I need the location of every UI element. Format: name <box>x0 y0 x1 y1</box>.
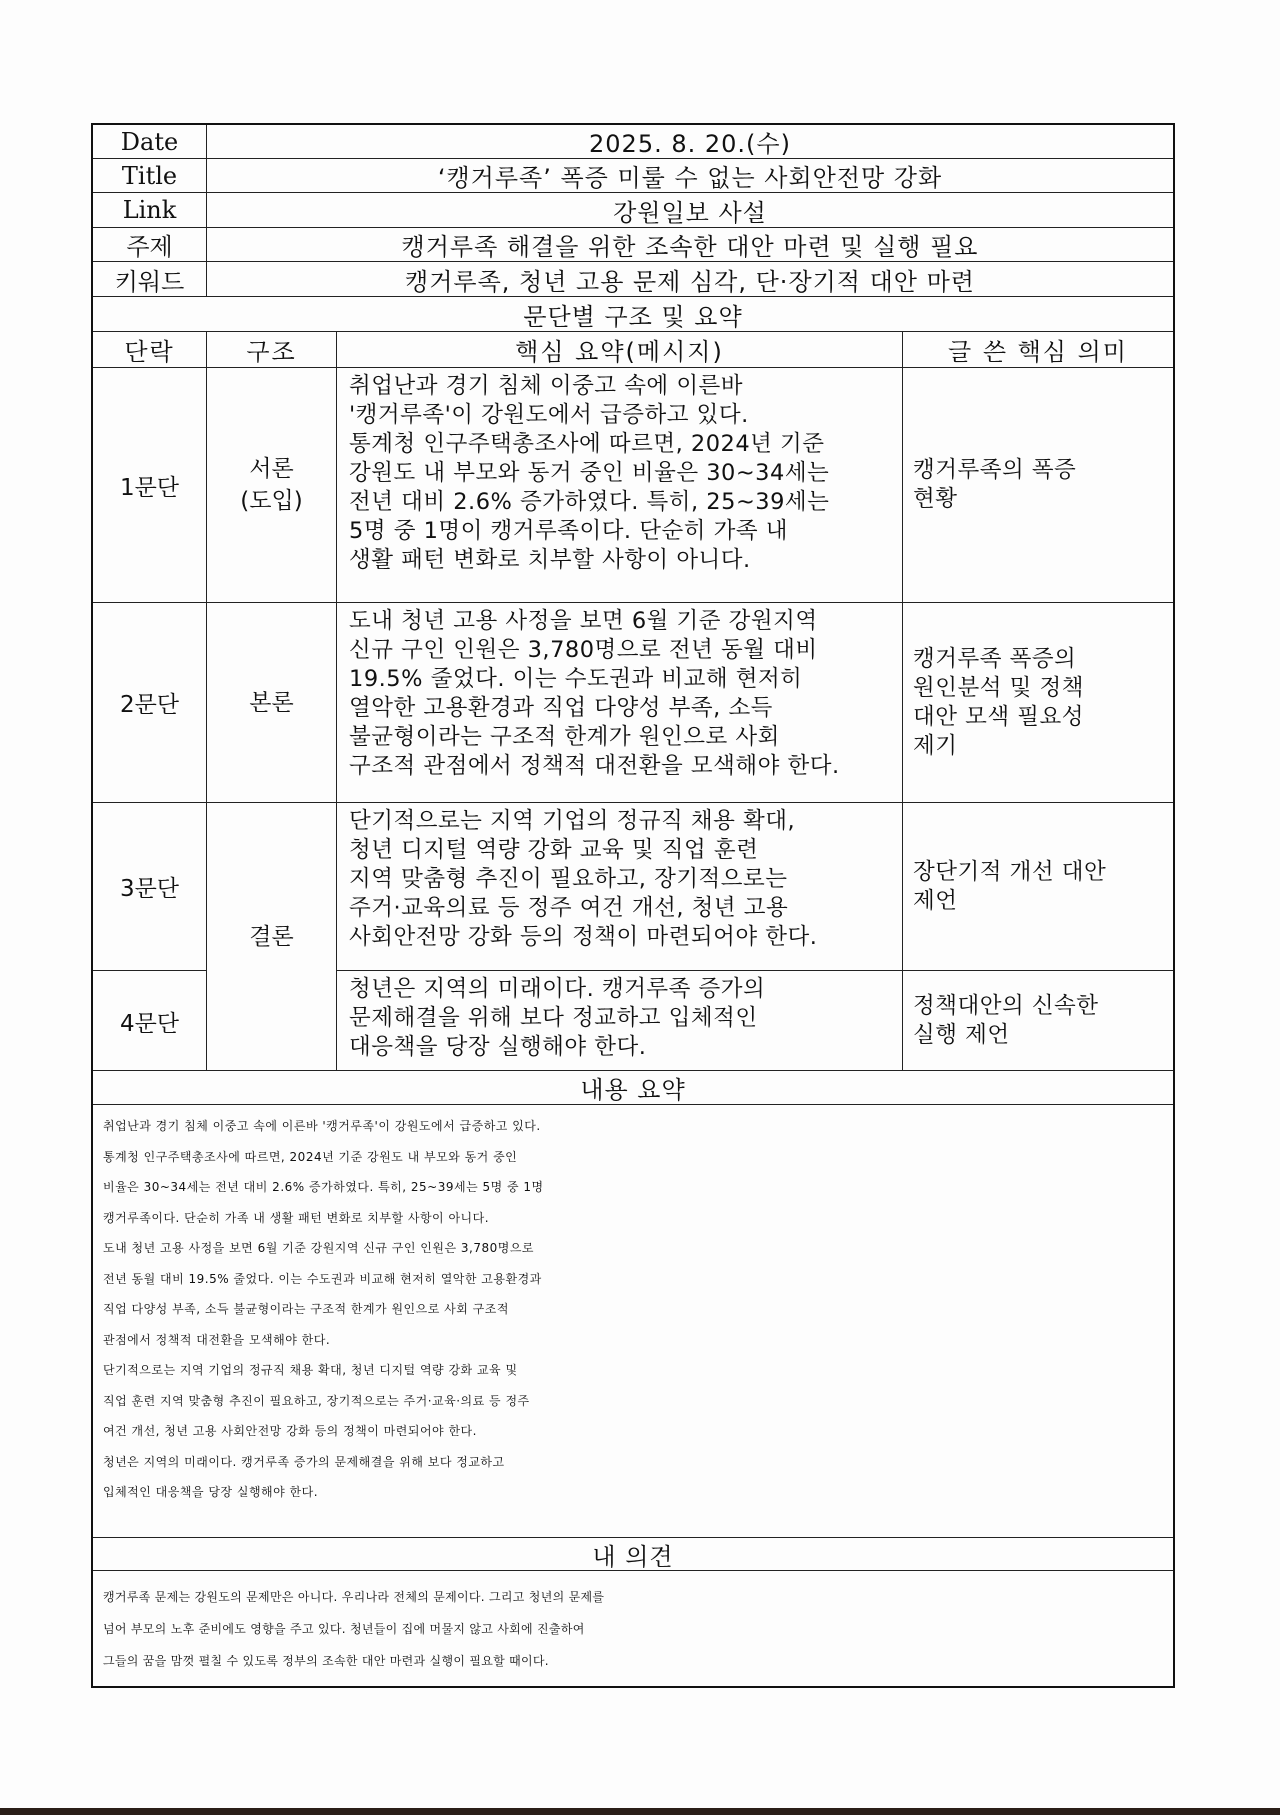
topic-value: 캥거루족 해결을 위한 조속한 대안 마련 및 실행 필요 <box>401 233 979 261</box>
content-summary-line: 여건 개선, 청년 고용 사회안전망 강화 등의 정책이 마련되어야 한다. <box>103 1424 477 1438</box>
table-row <box>93 803 1173 971</box>
content-summary-line: 도내 청년 고용 사정을 보면 6월 기준 강원지역 신규 구인 인원은 3,780명으로 <box>103 1241 535 1255</box>
paragraph-label: 4문단 <box>93 971 207 1071</box>
summary-line: 사회안전망 강화 등의 정책이 마련되어야 한다. <box>349 924 818 950</box>
meaning-line: 실행 제언 <box>913 1022 1010 1048</box>
topic-row <box>93 228 1173 262</box>
title-row <box>93 159 1173 193</box>
summary-line: 도내 청년 고용 사정을 보면 6월 기준 강원지역 <box>349 608 818 634</box>
content-summary-line: 직업 훈련 지역 맞춤형 추진이 필요하고, 장기적으로는 주거·교육·의료 등 정주 <box>103 1393 530 1408</box>
summary-line: 19.5% 줄었다. 이는 수도권과 비교해 현저히 <box>349 666 803 692</box>
meaning-line: 제기 <box>913 732 958 759</box>
summary-line: '캥거루족'이 강원도에서 급증하고 있다. <box>349 402 749 428</box>
date-value: 2025. 8. 20.(수) <box>589 130 791 158</box>
structure-section-title: 문단별 구조 및 요약 <box>523 302 743 331</box>
link-value: 강원일보 사설 <box>613 198 767 227</box>
summary-line: 청년 디지털 역량 강화 교육 및 직업 훈련 <box>349 837 759 863</box>
content-summary-line: 청년은 지역의 미래이다. 캥거루족 증가의 문제해결을 위해 보다 정교하고 <box>103 1454 505 1469</box>
summary-line: 전년 대비 2.6% 증가하였다. 특히, 25~39세는 <box>349 489 830 515</box>
summary-line: 주거·교육의료 등 정주 여건 개선, 청년 고용 <box>349 895 789 921</box>
meaning-line: 캥거루족의 폭증 <box>913 457 1077 483</box>
topic-label: 주제 <box>93 228 207 261</box>
summary-line: 단기적으로는 지역 기업의 정규직 채용 확대, <box>349 808 796 834</box>
summary-line: 강원도 내 부모와 동거 중인 비율은 30~34세는 <box>349 460 830 486</box>
content-summary-line: 관점에서 정책적 대전환을 모색해야 한다. <box>103 1332 331 1347</box>
opinion-line: 캥거루족 문제는 강원도의 문제만은 아니다. 우리나라 전체의 문제이다. 그리고 청년의 문제를 <box>103 1590 605 1604</box>
structure-label <box>207 368 337 602</box>
meaning-line: 캥거루족 폭증의 <box>913 645 1077 672</box>
opinion-body <box>93 1571 1173 1686</box>
content-summary-line: 취업난과 경기 침체 이중고 속에 이른바 '캥거루족'이 강원도에서 급증하고 있다. <box>103 1119 541 1133</box>
meaning-cell <box>903 368 1173 602</box>
content-summary-line: 비율은 30~34세는 전년 대비 2.6% 증가하였다. 특히, 25~39세는 5명 중 1명 <box>103 1180 544 1194</box>
summary-line: 열악한 고용환경과 직업 다양성 부족, 소득 <box>349 695 773 721</box>
opinion-line: 넘어 부모의 노후 준비에도 영향을 주고 있다. 청년들이 집에 머물지 않고 사회에 진출하여 <box>103 1622 585 1636</box>
title-label: Title <box>93 159 207 192</box>
content-summary-line: 단기적으로는 지역 기업의 정규직 채용 확대, 청년 디지털 역량 강화 교육 및 <box>103 1363 518 1377</box>
opinion-title: 내 의견 <box>592 1542 674 1571</box>
header-structure: 구조 <box>207 332 337 367</box>
link-row <box>93 193 1173 228</box>
content-summary-line: 통계청 인구주택총조사에 따르면, 2024년 기준 강원도 내 부모와 동거 중인 <box>103 1149 518 1164</box>
paragraph-label: 2문단 <box>93 603 207 802</box>
summary-cell <box>337 603 903 802</box>
summary-cell <box>337 803 903 971</box>
keyword-label: 키워드 <box>93 262 207 296</box>
keyword-row <box>93 262 1173 297</box>
content-summary-line: 전년 동월 대비 19.5% 줄었다. 이는 수도권과 비교해 현저히 열악한 고용환경과 <box>103 1271 542 1286</box>
summary-cell <box>337 368 903 602</box>
content-summary-line: 입체적인 대응책을 당장 실행해야 한다. <box>103 1485 319 1499</box>
summary-line: 통계청 인구주택총조사에 따르면, 2024년 기준 <box>349 431 825 457</box>
table-row <box>93 603 1173 803</box>
summary-line: 신규 구인 인원은 3,780명으로 전년 동월 대비 <box>349 637 818 663</box>
meaning-line: 제언 <box>913 887 958 914</box>
meaning-cell <box>903 603 1173 802</box>
content-summary-line: 직업 다양성 부족, 소득 불균형이라는 구조적 한계가 원인으로 사회 구조적 <box>103 1302 509 1316</box>
worksheet-table <box>91 123 1175 1688</box>
header-paragraph: 단락 <box>93 332 207 367</box>
meaning-line: 원인분석 및 정책 <box>913 674 1084 701</box>
meaning-line: 대안 모색 필요성 <box>913 703 1084 730</box>
opinion-header <box>93 1538 1173 1571</box>
summary-line: 지역 맞춤형 추진이 필요하고, 장기적으로는 <box>349 866 788 892</box>
summary-line: 생활 패턴 변화로 치부할 사항이 아니다. <box>349 547 751 573</box>
paragraph-label: 3문단 <box>93 803 207 971</box>
summary-line: 불균형이라는 구조적 한계가 원인으로 사회 <box>349 724 780 750</box>
summary-cell <box>337 971 903 1071</box>
paragraph-label: 1문단 <box>93 368 207 602</box>
meaning-line: 장단기적 개선 대안 <box>913 858 1107 885</box>
structure-label: 본론 <box>207 603 337 802</box>
meaning-cell <box>903 971 1173 1071</box>
content-summary-header <box>93 1071 1173 1105</box>
header-summary: 핵심 요약(메시지) <box>337 332 903 367</box>
structure-label: 결론 <box>207 803 337 1070</box>
summary-line: 문제해결을 위해 보다 정교하고 입체적인 <box>349 1005 758 1031</box>
table-header-row <box>93 332 1173 368</box>
structure-line: 서론 <box>249 456 294 482</box>
title-value: ‘캥거루족’ 폭증 미룰 수 없는 사회안전망 강화 <box>437 164 943 192</box>
summary-line: 구조적 관점에서 정책적 대전환을 모색해야 한다. <box>349 753 840 779</box>
summary-line: 청년은 지역의 미래이다. 캥거루족 증가의 <box>349 976 766 1002</box>
header-meaning: 글 쓴 핵심 의미 <box>948 338 1128 366</box>
content-summary-line: 캥거루족이다. 단순히 가족 내 생활 패턴 변화로 치부할 사항이 아니다. <box>103 1210 490 1225</box>
content-summary-body <box>93 1105 1173 1538</box>
summary-line: 대응책을 당장 실행해야 한다. <box>349 1034 647 1060</box>
date-row <box>93 125 1173 159</box>
date-label: Date <box>93 125 207 158</box>
table-row <box>93 971 1173 1071</box>
opinion-line: 그들의 꿈을 맘껏 펼칠 수 있도록 정부의 조속한 대안 마련과 실행이 필요할 때이다. <box>103 1654 549 1668</box>
structure-section-header <box>93 297 1173 332</box>
structure-line: (도입) <box>240 488 303 514</box>
desk-surface <box>0 1808 1280 1815</box>
meaning-cell <box>903 803 1173 971</box>
summary-line: 취업난과 경기 침체 이중고 속에 이른바 <box>349 373 744 399</box>
content-summary-title: 내용 요약 <box>580 1076 686 1104</box>
table-row <box>93 368 1173 603</box>
keyword-value: 캥거루족, 청년 고용 문제 심각, 단·장기적 대안 마련 <box>405 267 975 296</box>
link-label: Link <box>93 193 207 227</box>
summary-line: 5명 중 1명이 캥거루족이다. 단순히 가족 내 <box>349 518 788 544</box>
conclusion-rows <box>93 803 1173 1071</box>
meaning-line: 현황 <box>913 486 958 512</box>
meaning-line: 정책대안의 신속한 <box>913 993 1099 1019</box>
